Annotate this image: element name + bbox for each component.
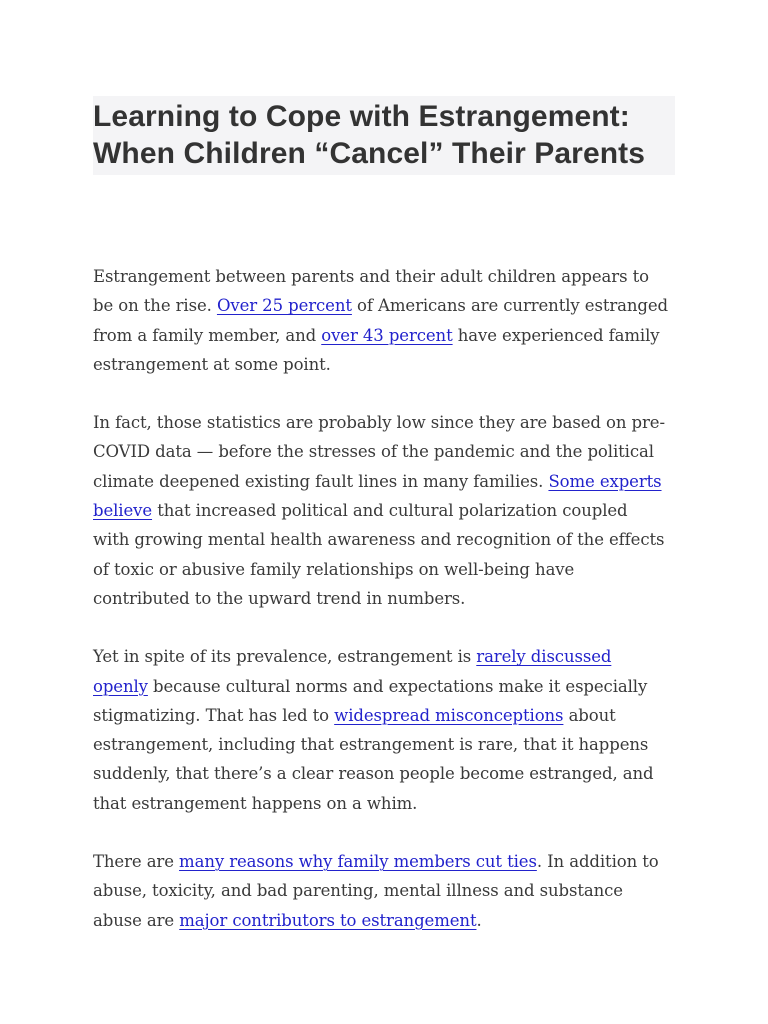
text-line: with growing mental health awareness and recognition of the effects [93, 530, 665, 550]
text-line: that estrangement happens on a whim. [93, 793, 418, 813]
link-rarely-discussed-openly-cont[interactable]: openly [93, 676, 148, 696]
link-major-contributors[interactable]: major contributors to estrangement [179, 910, 477, 930]
text-span: of Americans are currently estranged [351, 296, 668, 316]
text-line [93, 701, 675, 730]
link-widespread-misconceptions[interactable]: widespread misconceptions [334, 705, 564, 725]
text-span: that increased political and cultural polarization coupled [152, 501, 628, 521]
text-line: estrangement, including that estrangement is rare, that it happens [93, 735, 649, 755]
text-line [93, 321, 675, 350]
text-span: from a family member, and [93, 325, 322, 345]
text-line: abuse, toxicity, and bad parenting, mental illness and substance [93, 881, 623, 901]
text-line [93, 906, 675, 935]
paragraph-3 [93, 642, 675, 818]
paragraph-4 [93, 847, 675, 935]
article-title-box [93, 96, 675, 175]
text-span: . [476, 910, 482, 930]
paragraph-1 [93, 262, 675, 379]
text-span: abuse are [93, 910, 180, 930]
text-line: Estrangement between parents and their adult children appears to [93, 267, 649, 286]
text-line: COVID data — before the stresses of the pandemic and the political [93, 442, 654, 462]
text-line [93, 496, 675, 525]
article-title [93, 98, 675, 172]
article-body [93, 262, 675, 935]
text-span: because cultural norms and expectations make it especially [147, 676, 648, 696]
link-rarely-discussed-openly[interactable]: rarely discussed [476, 647, 612, 667]
link-many-reasons-cut-ties[interactable]: many reasons why family members cut ties [179, 852, 537, 872]
article [93, 96, 675, 964]
text-span: stigmatizing. That has led to [93, 705, 335, 725]
text-span: There are [93, 852, 180, 872]
link-some-experts-believe-cont[interactable]: believe [93, 501, 153, 521]
text-span: climate deepened existing fault lines in many families. [93, 471, 549, 491]
text-line [93, 642, 675, 671]
paragraph-2 [93, 408, 675, 613]
link-over-43-percent[interactable]: over 43 percent [321, 325, 453, 345]
text-span: Yet in spite of its prevalence, estrangement is [93, 647, 477, 667]
text-span: . In addition to [536, 852, 659, 872]
title-line-2: When Children “Cancel” Their Parents [93, 137, 646, 170]
text-line [93, 467, 675, 496]
text-line [93, 672, 675, 701]
link-some-experts-believe[interactable]: Some experts [548, 471, 662, 491]
link-over-25-percent[interactable]: Over 25 percent [216, 296, 352, 316]
text-line: contributed to the upward trend in numbers. [93, 588, 466, 608]
text-line [93, 847, 675, 876]
title-line-1: Learning to Cope with Estrangement: [93, 100, 630, 133]
text-span: have experienced family [452, 325, 660, 345]
text-line [93, 291, 675, 320]
text-line: estrangement at some point. [93, 354, 331, 374]
text-line: suddenly, that there’s a clear reason people become estranged, and [93, 764, 654, 784]
text-line: of toxic or abusive family relationships on well-being have [93, 559, 575, 579]
text-line: In fact, those statistics are probably low since they are based on pre- [93, 413, 665, 433]
text-span: be on the rise. [93, 296, 217, 316]
text-span: about [563, 705, 616, 725]
